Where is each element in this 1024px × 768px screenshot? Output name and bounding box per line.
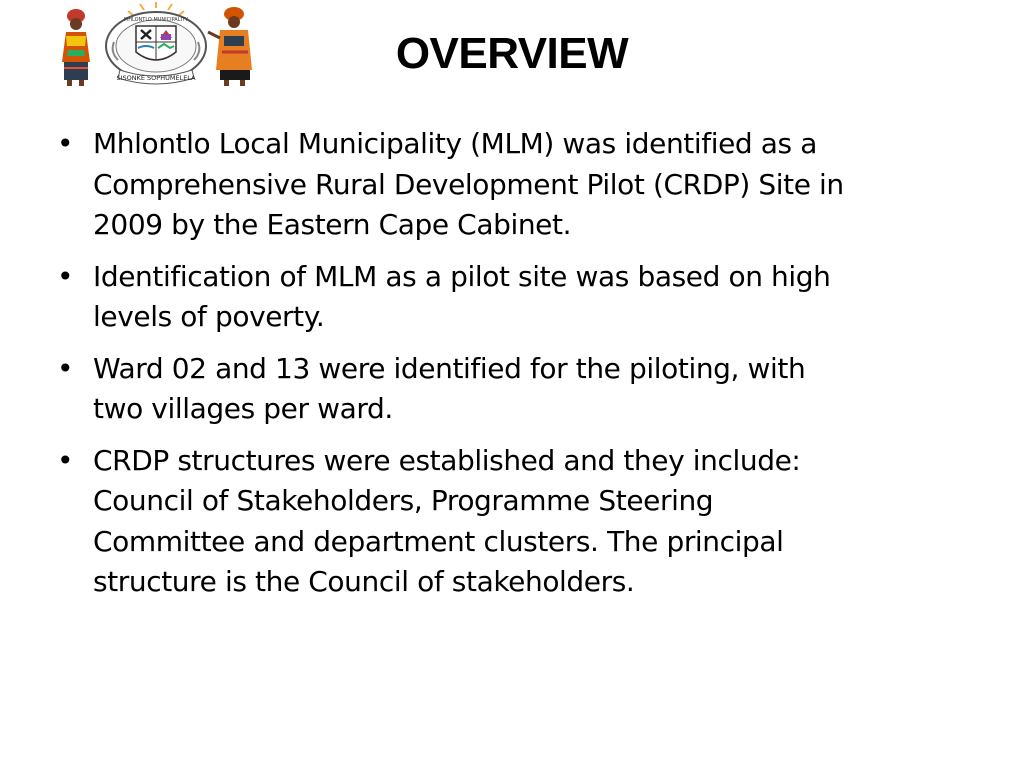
bullet-dot-icon: • [57, 127, 74, 160]
bullet-item [55, 257, 955, 338]
bullet-text-line: levels of poverty. [93, 300, 325, 333]
bullet-text-line: 2009 by the Eastern Cape Cabinet. [93, 208, 572, 241]
municipal-crest-icon [58, 2, 254, 90]
bullet-dot-icon: • [57, 351, 74, 385]
bullet-text-line: Committee and department clusters. The principal [93, 524, 784, 558]
crest-ring-text: MHLONTLO MUNICIPALITY [123, 17, 189, 23]
bullet-text-line: two villages per ward. [93, 392, 393, 425]
bullet-text-line: Council of Stakeholders, Programme Steering [93, 484, 714, 517]
slide-title: OVERVIEW [395, 29, 629, 78]
bullet-text-line: CRDP structures were established and they include: [93, 443, 801, 477]
bullet-item [55, 124, 955, 246]
bullet-list [55, 124, 955, 614]
bullet-item [55, 349, 955, 430]
bullet-text-line: structure is the Council of stakeholders. [93, 565, 635, 598]
bullet-text-line: Comprehensive Rural Development Pilot (CRDP) Site in [93, 167, 844, 201]
bullet-text-line: Ward 02 and 13 were identified for the piloting, with [93, 351, 806, 385]
bullet-text-line: Mhlontlo Local Municipality (MLM) was identified as a [93, 127, 817, 160]
bullet-text-line: Identification of MLM as a pilot site was based on high [93, 259, 831, 293]
bullet-dot-icon: • [57, 259, 74, 293]
right-figure-icon [208, 7, 252, 86]
left-figure-icon [62, 9, 90, 86]
crest-motto: SISONKE SOPHUMELELA [116, 74, 196, 82]
bullet-dot-icon: • [57, 443, 74, 477]
bullet-item [55, 441, 955, 603]
